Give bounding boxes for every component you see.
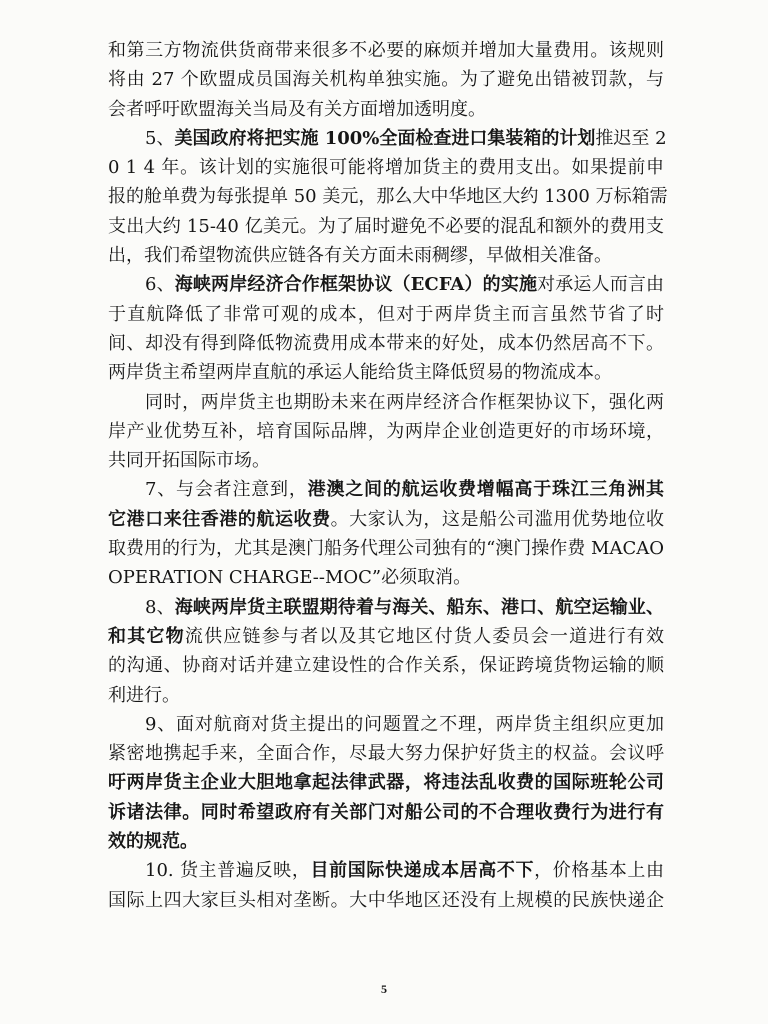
text-run: 吁两岸货主企业大胆地拿起法律武器，将违法乱收费的国际班轮公司 (108, 772, 664, 794)
text-line-1 (108, 36, 664, 65)
text-run: 海峡两岸货主联盟期待着与海关、船东、港口、航空运输业、 (174, 596, 665, 618)
text-run: 它港口来往香港的航运收费 (108, 508, 331, 530)
text-run: 的沟通、协商对话并建立建设性的合作关系，保证跨境货物运输的顺 (108, 655, 664, 677)
text-line-14 (108, 417, 664, 446)
text-run: 。大家认为，这是船公司滥用优势地位收 (330, 508, 665, 530)
text-line-13 (108, 388, 664, 417)
text-line-22 (108, 651, 664, 680)
text-line-11 (108, 329, 664, 358)
text-line-4 (108, 124, 667, 153)
text-run: 国际上四大家巨头相对垄断。大中华地区还没有上规模的民族快递企 (108, 889, 664, 911)
text-run: 美国政府将把实施 100%全面检查进口集装箱的计划 (174, 127, 596, 149)
text-line-3 (108, 95, 664, 124)
text-line-2 (108, 65, 664, 94)
text-run: 出，我们希望物流供应链各有关方面未雨稠缪，早做相关准备。 (108, 245, 612, 267)
text-line-5 (108, 153, 664, 182)
text-run: 紧密地携起手来，全面合作，尽最大努力保护好货主的权益。会议呼 (108, 743, 664, 765)
text-run: 推迟至 2 (595, 127, 667, 149)
text-line-30 (108, 886, 664, 915)
text-run: 同时，两岸货主也期盼未来在两岸经济合作框架协议下，强化两 (145, 391, 664, 413)
text-line-19 (108, 563, 664, 592)
text-run: ，价格基本上由 (534, 860, 664, 882)
text-line-15 (108, 446, 664, 475)
text-run: 取费用的行为，尤其是澳门船务代理公司独有的“澳门操作费 MACAO (108, 538, 664, 560)
text-run: 9、面对航商对货主提出的问题置之不理，两岸货主组织应更加 (145, 713, 664, 735)
text-line-8 (108, 241, 664, 270)
text-line-23 (108, 681, 664, 710)
text-line-29 (108, 856, 664, 885)
text-run: 两岸货主希望两岸直航的承运人能给货主降低贸易的物流成本。 (108, 362, 612, 384)
body-text (108, 36, 668, 915)
text-line-28 (108, 827, 664, 856)
text-run: 诉诸法律。同时希望政府有关部门对船公司的不合理收费行为进行有 (108, 801, 664, 823)
page-number: 5 (381, 982, 387, 996)
text-run: OPERATION CHARGE--MOC”必须取消。 (108, 567, 472, 589)
text-run: 10. 货主普遍反映， (145, 860, 311, 882)
text-run: 8、 (145, 596, 175, 618)
text-run: 共同开拓国际市场。 (108, 450, 270, 472)
text-line-18 (108, 534, 664, 563)
text-run: 7、与会者注意到， (145, 479, 308, 501)
text-run: 报的舱单费为每张提单 50 美元，那么大中华地区大约 1300 万标箱需 (108, 186, 668, 208)
text-line-17 (108, 505, 664, 534)
text-line-25 (108, 739, 664, 768)
text-line-12 (108, 358, 664, 387)
text-line-7 (108, 212, 664, 241)
text-line-27 (108, 798, 664, 827)
text-line-16 (108, 475, 664, 504)
text-line-9 (108, 270, 664, 299)
text-line-21 (108, 622, 664, 651)
text-run: 将由 27 个欧盟成员国海关机构单独实施。为了避免出错被罚款，与 (108, 69, 664, 91)
text-run: 和其它物 (108, 625, 185, 647)
text-run: 流供应链参与者以及其它地区付货人委员会一道进行有效 (184, 625, 664, 647)
text-run: 效的规范。 (108, 831, 198, 853)
text-run: 港澳之间的航运收费增幅高于珠江三角洲其 (307, 479, 665, 501)
text-run: 5、 (145, 127, 175, 149)
text-line-24 (108, 710, 664, 739)
text-line-6 (108, 182, 668, 211)
text-run: 于直航降低了非常可观的成本，但对于两岸货主而言虽然节省了时 (108, 303, 664, 325)
text-run: 6、 (145, 274, 175, 296)
text-run: 间、却没有得到降低物流费用成本带来的好处，成本仍然居高不下。 (108, 332, 664, 354)
text-run: 对承运人而言由 (537, 274, 665, 296)
text-run: 利进行。 (108, 684, 180, 706)
text-run: 目前国际快递成本居高不下 (310, 860, 535, 882)
text-line-26 (108, 768, 664, 797)
text-run: 和第三方物流供货商带来很多不必要的麻烦并增加大量费用。该规则 (108, 40, 664, 61)
text-line-20 (108, 593, 664, 622)
text-run: 支出大约 15-40 亿美元。为了届时避免不必要的混乱和额外的费用支 (108, 215, 664, 237)
text-run: 海峡两岸经济合作框架协议（ECFA）的实施 (174, 274, 538, 296)
text-run: 会者呼吁欧盟海关当局及有关方面增加透明度。 (108, 98, 486, 120)
text-run: 0 1 4 年。该计划的实施很可能将增加货主的费用支出。如果提前申 (108, 157, 664, 179)
text-line-10 (108, 300, 664, 329)
text-run: 岸产业优势互补，培育国际品牌，为两岸企业创造更好的市场环境， (108, 420, 664, 442)
